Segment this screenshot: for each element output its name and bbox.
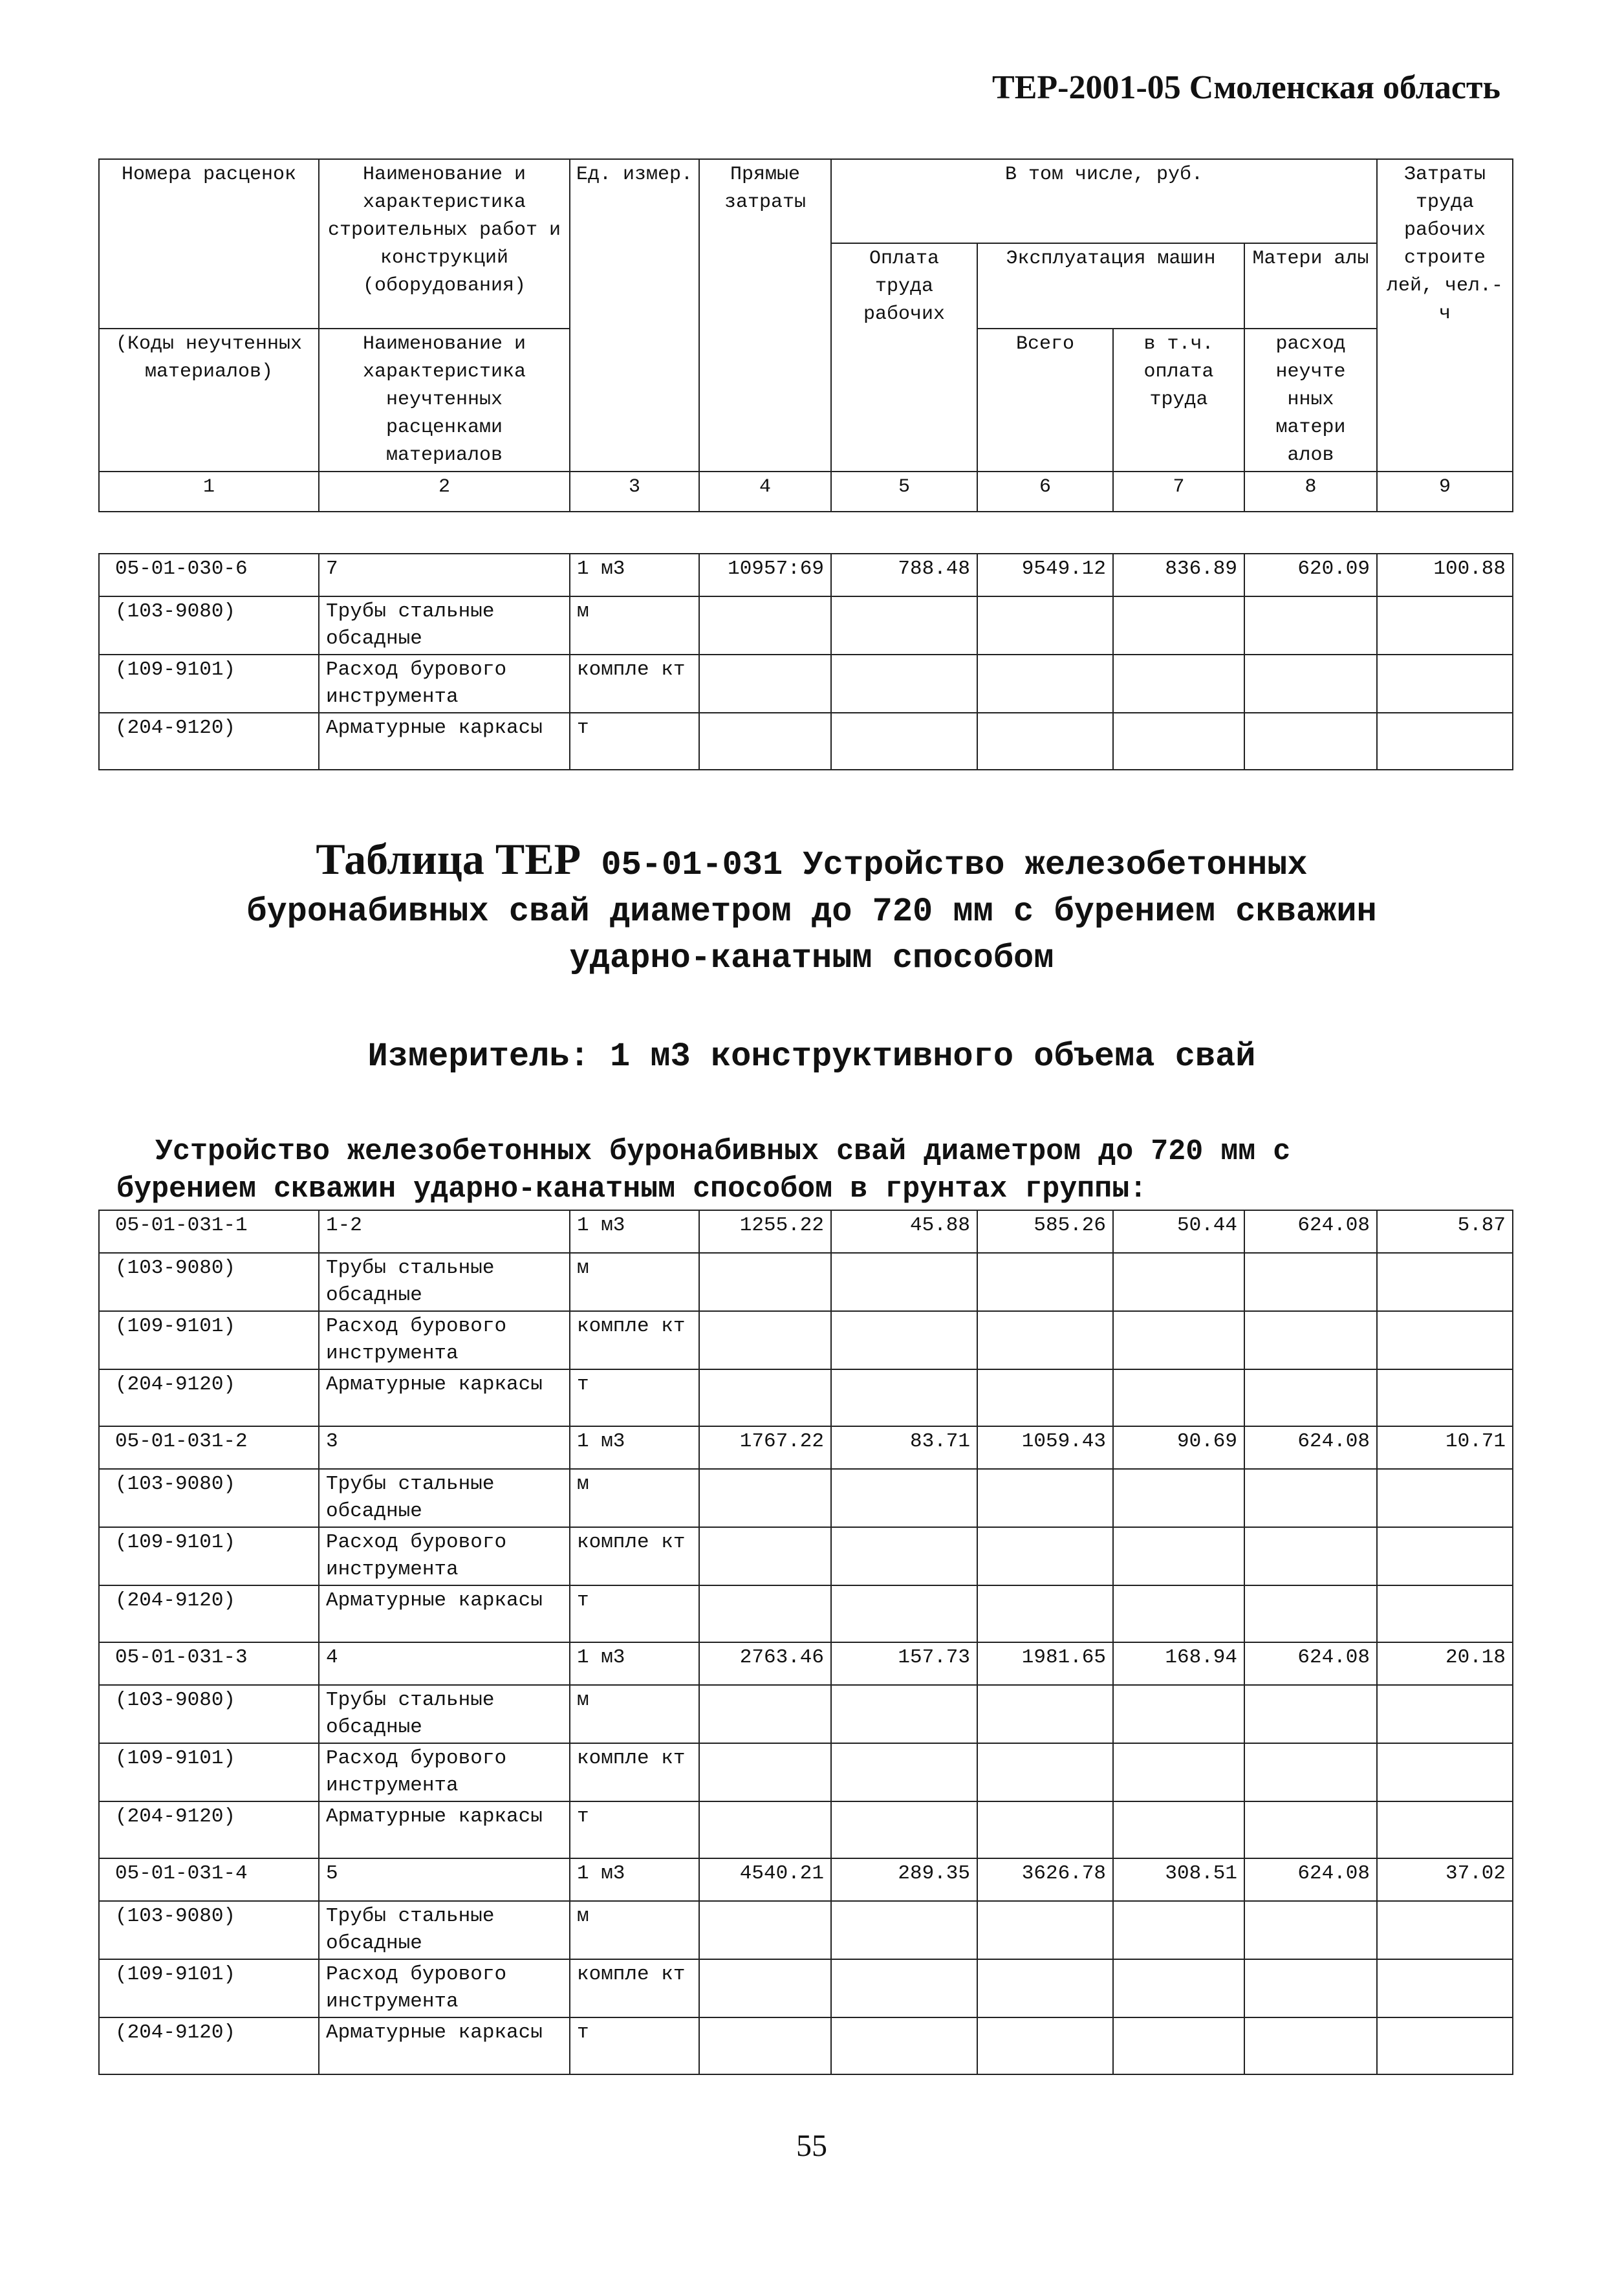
empty-cell	[699, 1585, 831, 1642]
header-unit: Ед. измер.	[570, 159, 699, 472]
material-code: (204-9120)	[99, 1585, 319, 1642]
material-code: (103-9080)	[99, 596, 319, 655]
rate-unit: 1 м3	[570, 554, 699, 596]
table-title-line2: буронабивных свай диаметром до 720 мм с бурением скважин	[246, 893, 1377, 931]
empty-cell	[1113, 1685, 1244, 1743]
rate-materials: 624.08	[1244, 1426, 1377, 1469]
material-name: Расход бурового инструмента	[319, 1311, 570, 1369]
empty-cell	[977, 1585, 1113, 1642]
empty-cell	[831, 1959, 977, 2017]
empty-cell	[831, 1901, 977, 1959]
rate-direct-costs: 1767.22	[699, 1426, 831, 1469]
empty-cell	[977, 1369, 1113, 1426]
empty-cell	[1244, 1901, 1377, 1959]
header-machines-total: Всего	[977, 329, 1113, 472]
rate-wages: 788.48	[831, 554, 977, 596]
rate-direct-costs: 1255.22	[699, 1210, 831, 1253]
empty-cell	[1244, 1685, 1377, 1743]
empty-cell	[699, 1901, 831, 1959]
rate-wages: 83.71	[831, 1426, 977, 1469]
empty-cell	[1244, 1527, 1377, 1585]
rate-machine-wages: 90.69	[1113, 1426, 1244, 1469]
material-unit: т	[570, 1585, 699, 1642]
material-code: (103-9080)	[99, 1685, 319, 1743]
empty-cell	[699, 1527, 831, 1585]
col-number: 6	[977, 472, 1113, 512]
material-name: Расход бурового инструмента	[319, 1959, 570, 2017]
empty-cell	[1113, 1585, 1244, 1642]
material-name: Трубы стальные обсадные	[319, 1253, 570, 1311]
material-unit: м	[570, 1901, 699, 1959]
empty-cell	[977, 1469, 1113, 1527]
empty-cell	[1113, 1527, 1244, 1585]
rate-machine-wages: 50.44	[1113, 1210, 1244, 1253]
table-title	[97, 836, 1526, 982]
material-code: (109-9101)	[99, 1527, 319, 1585]
header-machines-wages: в т.ч. оплата труда	[1113, 329, 1244, 472]
material-unit: т	[570, 713, 699, 770]
empty-cell	[977, 1801, 1113, 1858]
table-row	[99, 655, 1513, 713]
col-number: 1	[99, 472, 319, 512]
empty-cell	[1244, 1311, 1377, 1369]
rate-materials: 624.08	[1244, 1642, 1377, 1685]
table-row	[99, 1642, 1513, 1685]
rate-code: 05-01-031-1	[99, 1210, 319, 1253]
rate-machine-wages: 308.51	[1113, 1858, 1244, 1901]
material-unit: компле кт	[570, 655, 699, 713]
empty-cell	[699, 1801, 831, 1858]
header-materials-sub: расход неучте нных матери алов	[1244, 329, 1377, 472]
rate-materials: 624.08	[1244, 1210, 1377, 1253]
header-including: В том числе, руб.	[831, 159, 1377, 243]
table-row	[99, 1210, 1513, 1253]
empty-cell	[699, 1253, 831, 1311]
material-code: (204-9120)	[99, 1801, 319, 1858]
empty-cell	[1244, 1585, 1377, 1642]
table-row	[99, 2017, 1513, 2074]
material-name: Трубы стальные обсадные	[319, 1685, 570, 1743]
empty-cell	[1113, 1311, 1244, 1369]
empty-cell	[699, 1469, 831, 1527]
empty-cell	[977, 1311, 1113, 1369]
group-title	[116, 1133, 1539, 1208]
material-unit: м	[570, 596, 699, 655]
table-row	[99, 1901, 1513, 1959]
table-row	[99, 1311, 1513, 1369]
material-code: (204-9120)	[99, 713, 319, 770]
rate-materials: 620.09	[1244, 554, 1377, 596]
material-name: Трубы стальные обсадные	[319, 596, 570, 655]
header-materials: Матери алы	[1244, 243, 1377, 329]
rate-wages: 157.73	[831, 1642, 977, 1685]
header-wages: Оплата труда рабочих	[831, 243, 977, 472]
rate-name: 4	[319, 1642, 570, 1685]
rate-code: 05-01-031-4	[99, 1858, 319, 1901]
empty-cell	[1244, 2017, 1377, 2074]
empty-cell	[1377, 1469, 1513, 1527]
col-number: 7	[1113, 472, 1244, 512]
rate-name: 5	[319, 1858, 570, 1901]
rate-direct-costs: 2763.46	[699, 1642, 831, 1685]
material-unit: т	[570, 2017, 699, 2074]
rate-materials: 624.08	[1244, 1858, 1377, 1901]
material-code: (103-9080)	[99, 1469, 319, 1527]
table-row	[99, 1527, 1513, 1585]
empty-cell	[1377, 2017, 1513, 2074]
material-name: Расход бурового инструмента	[319, 1743, 570, 1801]
material-code: (103-9080)	[99, 1253, 319, 1311]
header-direct-costs: Прямые затраты	[699, 159, 831, 472]
empty-cell	[1377, 1901, 1513, 1959]
table-row	[99, 554, 1513, 596]
rate-labor: 37.02	[1377, 1858, 1513, 1901]
table-row	[99, 713, 1513, 770]
empty-cell	[977, 1959, 1113, 2017]
table-row	[99, 1426, 1513, 1469]
empty-cell	[1244, 1253, 1377, 1311]
rate-unit: 1 м3	[570, 1642, 699, 1685]
empty-cell	[1377, 1253, 1513, 1311]
table-row	[99, 1585, 1513, 1642]
column-header-table	[98, 158, 1513, 512]
empty-cell	[831, 1527, 977, 1585]
material-unit: компле кт	[570, 1959, 699, 2017]
empty-cell	[699, 1959, 831, 2017]
meter-line: Измеритель: 1 м3 конструктивного объема свай	[367, 1038, 1256, 1076]
empty-cell	[1113, 1743, 1244, 1801]
empty-cell	[1244, 1469, 1377, 1527]
col-number: 9	[1377, 472, 1513, 512]
empty-cell	[1377, 1527, 1513, 1585]
empty-cell	[1377, 1801, 1513, 1858]
empty-cell	[1244, 1801, 1377, 1858]
page-number: 55	[796, 2129, 827, 2163]
table-title-line3: ударно-канатным способом	[569, 939, 1054, 977]
rate-machine-wages: 168.94	[1113, 1642, 1244, 1685]
empty-cell	[831, 1469, 977, 1527]
col-number: 5	[831, 472, 977, 512]
material-unit: компле кт	[570, 1527, 699, 1585]
empty-cell	[1377, 1685, 1513, 1743]
rate-labor: 10.71	[1377, 1426, 1513, 1469]
material-code: (109-9101)	[99, 1743, 319, 1801]
empty-cell	[831, 2017, 977, 2074]
table-row	[99, 1369, 1513, 1426]
empty-cell	[1113, 1253, 1244, 1311]
material-name: Арматурные каркасы	[319, 1585, 570, 1642]
col-number: 8	[1244, 472, 1377, 512]
empty-cell	[1113, 1369, 1244, 1426]
rate-wages: 289.35	[831, 1858, 977, 1901]
empty-cell	[1377, 1311, 1513, 1369]
empty-cell	[831, 1743, 977, 1801]
table-row	[99, 1685, 1513, 1743]
group-title-line2: бурением скважин ударно-канатным способом в грунтах группы:	[116, 1173, 1147, 1206]
empty-cell	[1377, 1959, 1513, 2017]
header-name: Наименование и характеристика строительных работ и конструкций (оборудования)	[319, 159, 570, 329]
empty-cell	[977, 1685, 1113, 1743]
empty-cell	[1377, 1585, 1513, 1642]
material-name: Трубы стальные обсадные	[319, 1901, 570, 1959]
rate-direct-costs: 10957:69	[699, 554, 831, 596]
empty-cell	[831, 1585, 977, 1642]
material-unit: м	[570, 1685, 699, 1743]
table-row	[99, 1801, 1513, 1858]
table-title-line1: 05-01-031 Устройство железобетонных	[601, 846, 1308, 884]
material-name: Арматурные каркасы	[319, 1369, 570, 1426]
table-row	[99, 1743, 1513, 1801]
material-name: Арматурные каркасы	[319, 1801, 570, 1858]
col-number: 3	[570, 472, 699, 512]
table-title-prefix: Таблица ТЕР	[316, 834, 581, 884]
rate-machines: 9549.12	[977, 554, 1113, 596]
page-header: ТЕР-2001-05 Смоленская область	[992, 69, 1500, 106]
table-row	[99, 1253, 1513, 1311]
col-number: 4	[699, 472, 831, 512]
rate-unit: 1 м3	[570, 1426, 699, 1469]
empty-cell	[831, 1253, 977, 1311]
material-name: Расход бурового инструмента	[319, 655, 570, 713]
empty-cell	[699, 1685, 831, 1743]
previous-rates-table	[98, 553, 1513, 770]
material-code: (103-9080)	[99, 1901, 319, 1959]
empty-cell	[699, 2017, 831, 2074]
empty-cell	[977, 1527, 1113, 1585]
empty-cell	[831, 1685, 977, 1743]
empty-cell	[1244, 1743, 1377, 1801]
empty-cell	[831, 1369, 977, 1426]
rate-code: 05-01-031-2	[99, 1426, 319, 1469]
material-name: Арматурные каркасы	[319, 2017, 570, 2074]
empty-cell	[699, 1311, 831, 1369]
material-unit: компле кт	[570, 1311, 699, 1369]
empty-cell	[1244, 1369, 1377, 1426]
empty-cell	[831, 1801, 977, 1858]
rate-name: 7	[319, 554, 570, 596]
material-unit: м	[570, 1253, 699, 1311]
empty-cell	[1244, 1959, 1377, 2017]
rate-labor: 100.88	[1377, 554, 1513, 596]
group-title-line1: Устройство железобетонных буронабивных свай диаметром до 720 мм с	[155, 1135, 1291, 1168]
rate-wages: 45.88	[831, 1210, 977, 1253]
empty-cell	[977, 1743, 1113, 1801]
material-code: (109-9101)	[99, 1311, 319, 1369]
rate-unit: 1 м3	[570, 1858, 699, 1901]
empty-cell	[699, 1369, 831, 1426]
empty-cell	[1113, 2017, 1244, 2074]
table-row	[99, 1469, 1513, 1527]
material-unit: т	[570, 1369, 699, 1426]
material-unit: м	[570, 1469, 699, 1527]
empty-cell	[977, 1253, 1113, 1311]
empty-cell	[1377, 1743, 1513, 1801]
table-row	[99, 1959, 1513, 2017]
material-name: Трубы стальные обсадные	[319, 1469, 570, 1527]
material-unit: т	[570, 1801, 699, 1858]
empty-cell	[977, 2017, 1113, 2074]
empty-cell	[831, 1311, 977, 1369]
empty-cell	[977, 1901, 1113, 1959]
empty-cell	[1113, 1959, 1244, 2017]
empty-cell	[1113, 1801, 1244, 1858]
rate-machines: 1981.65	[977, 1642, 1113, 1685]
rate-machines: 1059.43	[977, 1426, 1113, 1469]
rate-code: 05-01-030-6	[99, 554, 319, 596]
rate-machines: 3626.78	[977, 1858, 1113, 1901]
material-unit: компле кт	[570, 1743, 699, 1801]
table-row	[99, 1858, 1513, 1901]
rate-unit: 1 м3	[570, 1210, 699, 1253]
empty-cell	[1113, 1469, 1244, 1527]
rate-machines: 585.26	[977, 1210, 1113, 1253]
col-number: 2	[319, 472, 570, 512]
empty-cell	[699, 1743, 831, 1801]
empty-cell	[1113, 1901, 1244, 1959]
header-name-sub: Наименование и характеристика неучтенных расценками материалов	[319, 329, 570, 472]
rate-direct-costs: 4540.21	[699, 1858, 831, 1901]
header-codes-sub: (Коды неучтенных материалов)	[99, 329, 319, 472]
material-code: (109-9101)	[99, 1959, 319, 2017]
material-code: (109-9101)	[99, 655, 319, 713]
rate-labor: 5.87	[1377, 1210, 1513, 1253]
rate-machine-wages: 836.89	[1113, 554, 1244, 596]
material-code: (204-9120)	[99, 2017, 319, 2074]
header-machines: Эксплуатация машин	[977, 243, 1244, 329]
rate-name: 1-2	[319, 1210, 570, 1253]
header-labor-costs: Затраты труда рабочих строите лей, чел.-ч	[1377, 159, 1513, 472]
material-name: Арматурные каркасы	[319, 713, 570, 770]
rate-code: 05-01-031-3	[99, 1642, 319, 1685]
empty-cell	[1377, 1369, 1513, 1426]
table-row	[99, 596, 1513, 655]
material-code: (204-9120)	[99, 1369, 319, 1426]
header-codes: Номера расценок	[99, 159, 319, 329]
rate-name: 3	[319, 1426, 570, 1469]
material-name: Расход бурового инструмента	[319, 1527, 570, 1585]
rate-labor: 20.18	[1377, 1642, 1513, 1685]
rates-table	[98, 1210, 1513, 2075]
